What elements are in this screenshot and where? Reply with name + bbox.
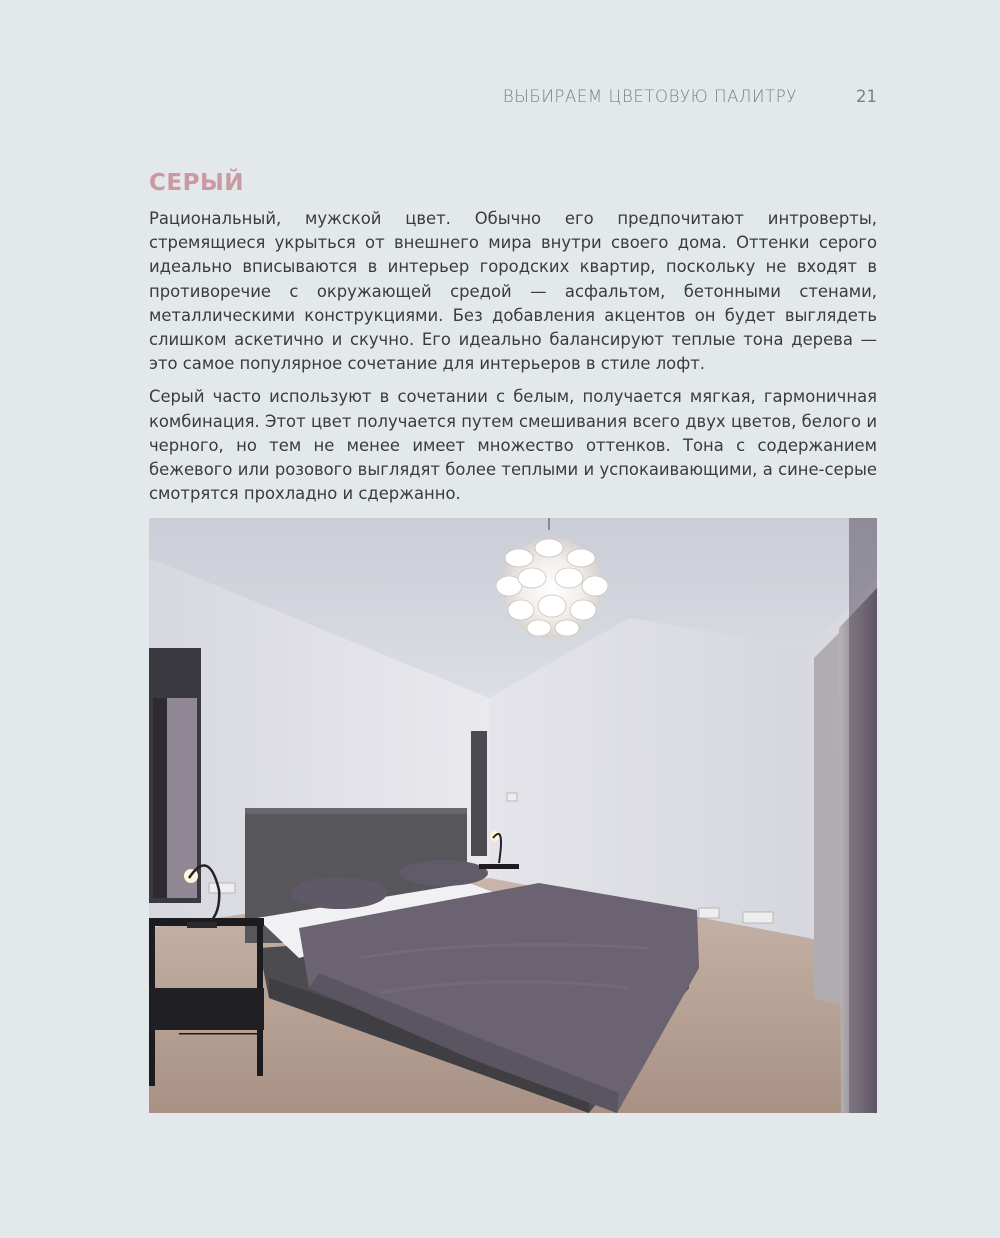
running-title: ВЫБИРАЕМ ЦВЕТОВУЮ ПАЛИТРУ [502,87,797,106]
bedroom-illustration [149,518,877,1113]
running-header [0,87,877,111]
page-number: 21 [856,87,877,106]
bedroom-photo [149,518,877,1113]
body-text [149,207,877,515]
paragraph-1: Рациональный, мужской цвет. Обычно его предпочитают интроверты, стремящиеся укрыться от внешнего мира внутри своего дома. Оттенки серого идеально вписываются в интерьер городских квартир, поскольку не входят в противоречие с окружающей средой — асфальтом, бетонными стенами, металлическими конструкциями. Без добавления акцентов он будет выглядеть слишком аскетично и скучно. Его идеально балансируют теплые тона дерева — это самое популярное сочетание для интерьеров в стиле лофт. [149,209,877,374]
section-title: СЕРЫЙ [149,170,245,196]
paragraph-2: Серый часто используют в сочетании с белым, получается мягкая, гармоничная комбинация. Этот цвет получается путем смешивания всего двух цветов, белого и черного, но тем не менее имеет множество оттенков. Тона с содержанием бежевого или розового выглядят более теплыми и успокаивающими, а сине-серые смотрятся прохладно и сдержанно. [149,387,877,504]
